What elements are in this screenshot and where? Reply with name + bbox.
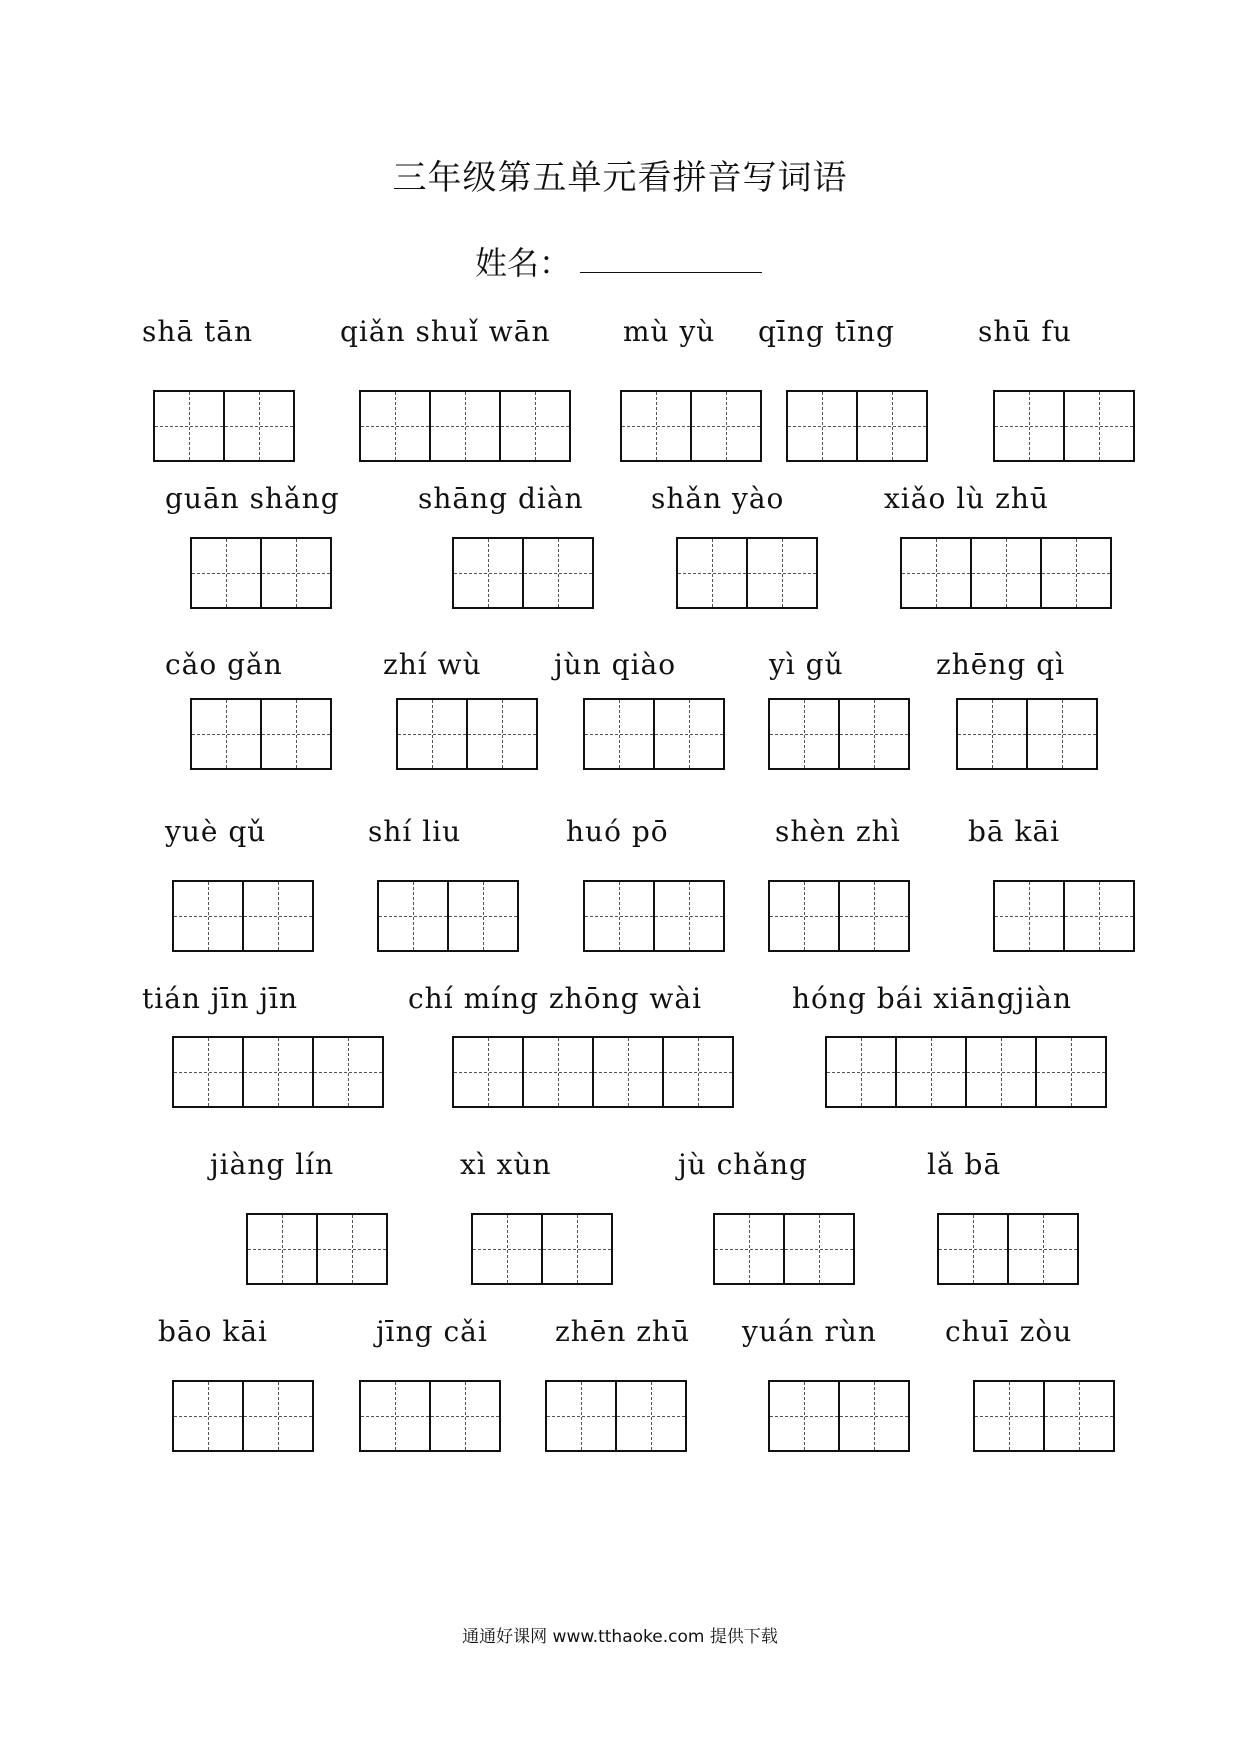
pinyin-label: yuè qǔ <box>165 815 267 848</box>
pinyin-label: shā tān <box>142 315 253 348</box>
pinyin-label: tián jīn jīn <box>142 982 299 1015</box>
writing-grid <box>190 698 332 770</box>
pinyin-label: qīng tīng <box>758 315 895 348</box>
writing-cell[interactable] <box>499 390 571 462</box>
writing-cell[interactable] <box>452 1036 524 1108</box>
writing-cell[interactable] <box>615 1380 687 1452</box>
pinyin-label: zhēng qì <box>936 648 1066 681</box>
name-label: 姓名： <box>475 244 572 282</box>
writing-grid <box>583 698 725 770</box>
writing-cell[interactable] <box>429 1380 501 1452</box>
writing-cell[interactable] <box>653 698 725 770</box>
writing-cell[interactable] <box>1035 1036 1107 1108</box>
writing-cell[interactable] <box>1026 698 1098 770</box>
writing-grid <box>452 1036 734 1108</box>
writing-cell[interactable] <box>396 698 468 770</box>
writing-grid <box>452 537 594 609</box>
pinyin-label: shèn zhì <box>775 815 901 848</box>
writing-cell[interactable] <box>786 390 858 462</box>
pinyin-label: lǎ bā <box>927 1148 1002 1181</box>
writing-grid <box>153 390 295 462</box>
writing-cell[interactable] <box>768 698 840 770</box>
pinyin-label: xiǎo lù zhū <box>884 482 1049 515</box>
pinyin-label: shāng diàn <box>418 482 584 515</box>
writing-cell[interactable] <box>895 1036 967 1108</box>
pinyin-label: shū fu <box>978 315 1072 348</box>
writing-cell[interactable] <box>242 1380 314 1452</box>
writing-cell[interactable] <box>522 1036 594 1108</box>
writing-cell[interactable] <box>838 1380 910 1452</box>
writing-cell[interactable] <box>1007 1213 1079 1285</box>
writing-cell[interactable] <box>153 390 225 462</box>
writing-cell[interactable] <box>900 537 972 609</box>
writing-cell[interactable] <box>783 1213 855 1285</box>
writing-grid <box>471 1213 613 1285</box>
pinyin-label: guān shǎng <box>165 482 340 515</box>
pinyin-label: hóng bái xiāngjiàn <box>792 982 1072 1015</box>
writing-cell[interactable] <box>260 537 332 609</box>
writing-grid <box>583 880 725 952</box>
pinyin-label: zhēn zhū <box>555 1315 691 1348</box>
writing-cell[interactable] <box>316 1213 388 1285</box>
writing-grid <box>993 880 1135 952</box>
page-title: 三年级第五单元看拼音写词语 <box>392 158 848 198</box>
writing-grid <box>768 698 910 770</box>
writing-cell[interactable] <box>825 1036 897 1108</box>
writing-cell[interactable] <box>172 880 244 952</box>
writing-grid <box>190 537 332 609</box>
writing-grid <box>713 1213 855 1285</box>
writing-cell[interactable] <box>583 880 655 952</box>
writing-grid <box>768 1380 910 1452</box>
writing-cell[interactable] <box>768 880 840 952</box>
writing-cell[interactable] <box>429 390 501 462</box>
writing-grid <box>377 880 519 952</box>
writing-cell[interactable] <box>973 1380 1045 1452</box>
writing-grid <box>768 880 910 952</box>
writing-cell[interactable] <box>260 698 332 770</box>
pinyin-label: cǎo gǎn <box>165 648 283 681</box>
writing-grid <box>620 390 762 462</box>
pinyin-label: yì gǔ <box>769 648 844 681</box>
pinyin-label: mù yù <box>623 315 716 348</box>
writing-grid <box>676 537 818 609</box>
pinyin-label: zhí wù <box>383 648 482 681</box>
writing-cell[interactable] <box>377 880 449 952</box>
writing-cell[interactable] <box>359 390 431 462</box>
writing-cell[interactable] <box>993 390 1065 462</box>
writing-cell[interactable] <box>937 1213 1009 1285</box>
writing-grid <box>545 1380 687 1452</box>
writing-cell[interactable] <box>312 1036 384 1108</box>
writing-cell[interactable] <box>1063 390 1135 462</box>
writing-cell[interactable] <box>1043 1380 1115 1452</box>
writing-cell[interactable] <box>662 1036 734 1108</box>
writing-cell[interactable] <box>653 880 725 952</box>
writing-grid <box>900 537 1112 609</box>
writing-cell[interactable] <box>190 698 262 770</box>
pinyin-label: bāo kāi <box>158 1315 268 1348</box>
pinyin-label: shǎn yào <box>651 482 785 515</box>
writing-grid <box>246 1213 388 1285</box>
writing-cell[interactable] <box>471 1213 543 1285</box>
writing-cell[interactable] <box>838 880 910 952</box>
name-field[interactable] <box>580 272 762 273</box>
pinyin-label: bā kāi <box>968 815 1061 848</box>
writing-cell[interactable] <box>545 1380 617 1452</box>
writing-cell[interactable] <box>190 537 262 609</box>
writing-cell[interactable] <box>746 537 818 609</box>
writing-grid <box>172 880 314 952</box>
writing-cell[interactable] <box>592 1036 664 1108</box>
pinyin-label: chuī zòu <box>945 1315 1073 1348</box>
writing-cell[interactable] <box>620 390 692 462</box>
writing-cell[interactable] <box>242 880 314 952</box>
writing-cell[interactable] <box>690 390 762 462</box>
writing-grid <box>359 1380 501 1452</box>
writing-cell[interactable] <box>223 390 295 462</box>
writing-cell[interactable] <box>541 1213 613 1285</box>
writing-cell[interactable] <box>1063 880 1135 952</box>
writing-cell[interactable] <box>359 1380 431 1452</box>
writing-grid <box>396 698 538 770</box>
writing-cell[interactable] <box>447 880 519 952</box>
footer-credit: 通通好课网 www.tthaoke.com 提供下载 <box>462 1627 778 1647</box>
writing-grid <box>956 698 1098 770</box>
writing-grid <box>359 390 571 462</box>
pinyin-label: huó pō <box>566 815 669 848</box>
writing-cell[interactable] <box>172 1380 244 1452</box>
writing-grid <box>172 1036 384 1108</box>
writing-cell[interactable] <box>246 1213 318 1285</box>
writing-cell[interactable] <box>1040 537 1112 609</box>
pinyin-label: yuán rùn <box>742 1315 877 1348</box>
pinyin-label: jiàng lín <box>210 1148 335 1181</box>
writing-cell[interactable] <box>522 537 594 609</box>
writing-cell[interactable] <box>172 1036 244 1108</box>
pinyin-label: chí míng zhōng wài <box>408 982 703 1015</box>
writing-cell[interactable] <box>993 880 1065 952</box>
writing-cell[interactable] <box>583 698 655 770</box>
writing-cell[interactable] <box>466 698 538 770</box>
pinyin-label: jùn qiào <box>554 648 677 681</box>
writing-grid <box>993 390 1135 462</box>
writing-grid <box>786 390 928 462</box>
writing-cell[interactable] <box>713 1213 785 1285</box>
writing-cell[interactable] <box>856 390 928 462</box>
writing-cell[interactable] <box>768 1380 840 1452</box>
writing-cell[interactable] <box>838 698 910 770</box>
writing-grid <box>172 1380 314 1452</box>
pinyin-label: qiǎn shuǐ wān <box>340 315 551 348</box>
writing-cell[interactable] <box>452 537 524 609</box>
pinyin-label: jù chǎng <box>678 1148 808 1181</box>
writing-cell[interactable] <box>956 698 1028 770</box>
pinyin-label: shí liu <box>368 815 462 848</box>
writing-cell[interactable] <box>970 537 1042 609</box>
pinyin-label: xì xùn <box>460 1148 552 1181</box>
writing-cell[interactable] <box>965 1036 1037 1108</box>
writing-grid <box>973 1380 1115 1452</box>
writing-grid <box>825 1036 1107 1108</box>
writing-cell[interactable] <box>242 1036 314 1108</box>
pinyin-label: jīng cǎi <box>376 1315 488 1348</box>
writing-grid <box>937 1213 1079 1285</box>
writing-cell[interactable] <box>676 537 748 609</box>
